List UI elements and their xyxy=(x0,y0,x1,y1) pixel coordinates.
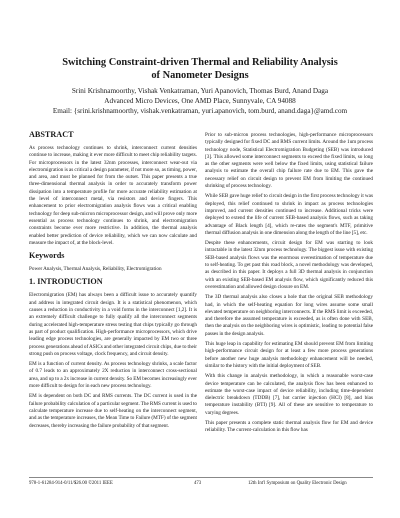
body-paragraph: While SEB gave huge relief to circuit design in the first process technology it was deployed, this relief continued to shrink in impact as process technologies improved, and current densities continued to increase. Additional tricks were deployed to extend the life of current SEB-based analysis flows, such as taking advantage of Black length [4], which re-rates the segment's MTF, primitive thermal diffusion analysis in one dimension along the length of the line [5], etc. xyxy=(205,193,373,236)
body-paragraph: The 3D thermal analysis also closes a hole that the original SEB methodology had, in which the self-heating equation for long wires assume some small elevated temperature on neighboring interconnects. If the RMS limit is exceeded, and therefore the assumed temperature is exceeded, as is often done with SEB, then the analysis on the neighboring wires is optimistic, leading to potential false passes in the design analysis. xyxy=(205,294,373,337)
author-list: Srini Krishnamoorthy, Vishak Venkatraman, Yuri Apanovich, Thomas Burd, Anand Daga xyxy=(71,87,329,95)
affiliation: Advanced Micro Devices, One AMD Place, Sunnyvale, CA 94088 xyxy=(104,97,296,105)
abstract-text: As process technology continues to shrink, interconnect current densities continue to increase, making it ever more difficult to meet chip reliability targets. For microprocessors in the latest 32nm processes, interconnect wear-out via electromigration is as critical a design parameter, if not more so, as timing, power, and area, and must be planned for from the outset. This paper presents a true three-dimensional thermal analysis in order to accurately transform power dissipation into a temperature profile for more accurate reliability estimation at the level of interconnect metal, via resistors and device fingers. This enhancement to prior electromigration analysis flows was a critical enabling technology for deep sub-micron microprocessor design, and will prove only more essential as process technology continues to shrink, and electromigration constraints become ever more restrictive. In addition, the thermal analysis enabled better prediction of device reliability, which we can now calculate and measure the impact of, at the block-level. xyxy=(29,145,197,246)
keywords-heading: Keywords xyxy=(29,251,65,261)
author-emails: Email: {srini.krishnamoorthy, vishak.venkatraman, yuri.apanovich, tom.burd, anand.daga}@amd.com xyxy=(52,107,348,115)
abstract-heading: ABSTRACT xyxy=(29,130,74,139)
body-paragraph: Prior to sub-micron process technologies, high-performance microprocessors typically designed for fixed DC and RMS current limits. Around the 1um process technology node, Statistical Electromigration Budgeting (SEB) was introduced [3]. This allowed some interconnect segments to exceed the fixed limits, so long as the other segments were well below the fixed limits, using statistical failure analysis to estimate the overall chip failure rate due to EM. This gave the necessary relief on circuit design to prevent EM from limiting the continued shrinking of process technology. xyxy=(205,132,373,190)
intro-paragraph: Electromigration (EM) has always been a difficult issue to accurately quantify and address in integrated circuit design. It is a statistical phenomenon, which causes a reduction in conductivity in a void forms in the interconnect [1,2]. It is an extremely difficult challenge to fully qualify all the interconnect segments during accelerated high-temperature stress testing that chips typically go through as part of product qualification. High-performance microprocessors, which drive leading edge process technologies, are generally impacted by EM two or three process generations ahead of ASICs and other integrated circuit chips, due to their strong push on process voltage, clock frequency, and circuit density. xyxy=(29,292,198,357)
footer-divider xyxy=(29,477,373,478)
introduction-heading: 1. INTRODUCTION xyxy=(29,277,103,287)
paper-title xyxy=(20,56,380,82)
body-paragraph: With this change in analysis methodology, in which a reasonable worst-case device temperature can be calculated, the analysis flow has been enhanced to estimate the worst-case impact of device reliability, including time-dependent dielectric breakdown (TDDB) [7], hot carrier injection (HCI) [8], and bias temperature instability (BTI) [9]. All of these are sensitive to temperature to varying degrees. xyxy=(205,373,373,416)
footer-venue: 12th Int'l Symposium on Quality Electronic Design xyxy=(248,481,347,486)
intro-paragraph: EM is dependent on both DC and RMS currents. The DC current is used in the failure probability calculation of a particular segment. The RMS current is used to calculate temperature increase due to self-heating on the interconnect segment, and as the temperature increases, the Mean Time to Failure (MTF) of the segment decreases, thereby increasing the failure probability of that segment. xyxy=(29,393,197,429)
right-column xyxy=(205,132,373,438)
left-column xyxy=(29,130,197,433)
body-paragraph: This paper presents a complete static thermal analysis flow for EM and device reliability. The current-calculation in this flow has xyxy=(205,419,373,434)
body-paragraph: Despite these enhancements, circuit design for EM was starting to look intractable in the latest 32nm process technology. The biggest issue with existing SEB-based analysis flows was the enormous overestimation of temperature due to self-heating. To get past this road block, a novel methodology was developed, as described in this paper. It deploys a full 3D thermal analysis in conjunction with an existing SEB-based EM analysis flow, which significantly reduced this overestimation and allowed design closure on EM. xyxy=(205,240,373,290)
page-number: 473 xyxy=(194,481,202,486)
footer-copyright: 978-1-61284-914-0/11/$26.00 ©2011 IEEE xyxy=(29,481,113,486)
body-paragraph: This huge leap in capability for estimating EM should prevent EM from limiting high-performance circuit design for at least a few more process generations before another new huge analysis methodology enhancement will be needed, similar to the history with the initial deployment of SEB. xyxy=(205,341,373,369)
title-line-2: of Nanometer Designs xyxy=(151,70,249,81)
intro-paragraph: EM is a function of current density. As process technology shrinks, a scale factor of 0.7 leads to an approximately 2X reduction in interconnect cross-sectional area, and up to a 2x increase in current density. So EM becomes increasingly ever more difficult to design for in each new process technology. xyxy=(29,361,197,390)
keywords-text: Power Analysis, Thermal Analysis, Reliability, Electromigration xyxy=(29,266,162,273)
title-line-1: Switching Constraint-driven Thermal and Reliability Analysis xyxy=(62,57,338,68)
